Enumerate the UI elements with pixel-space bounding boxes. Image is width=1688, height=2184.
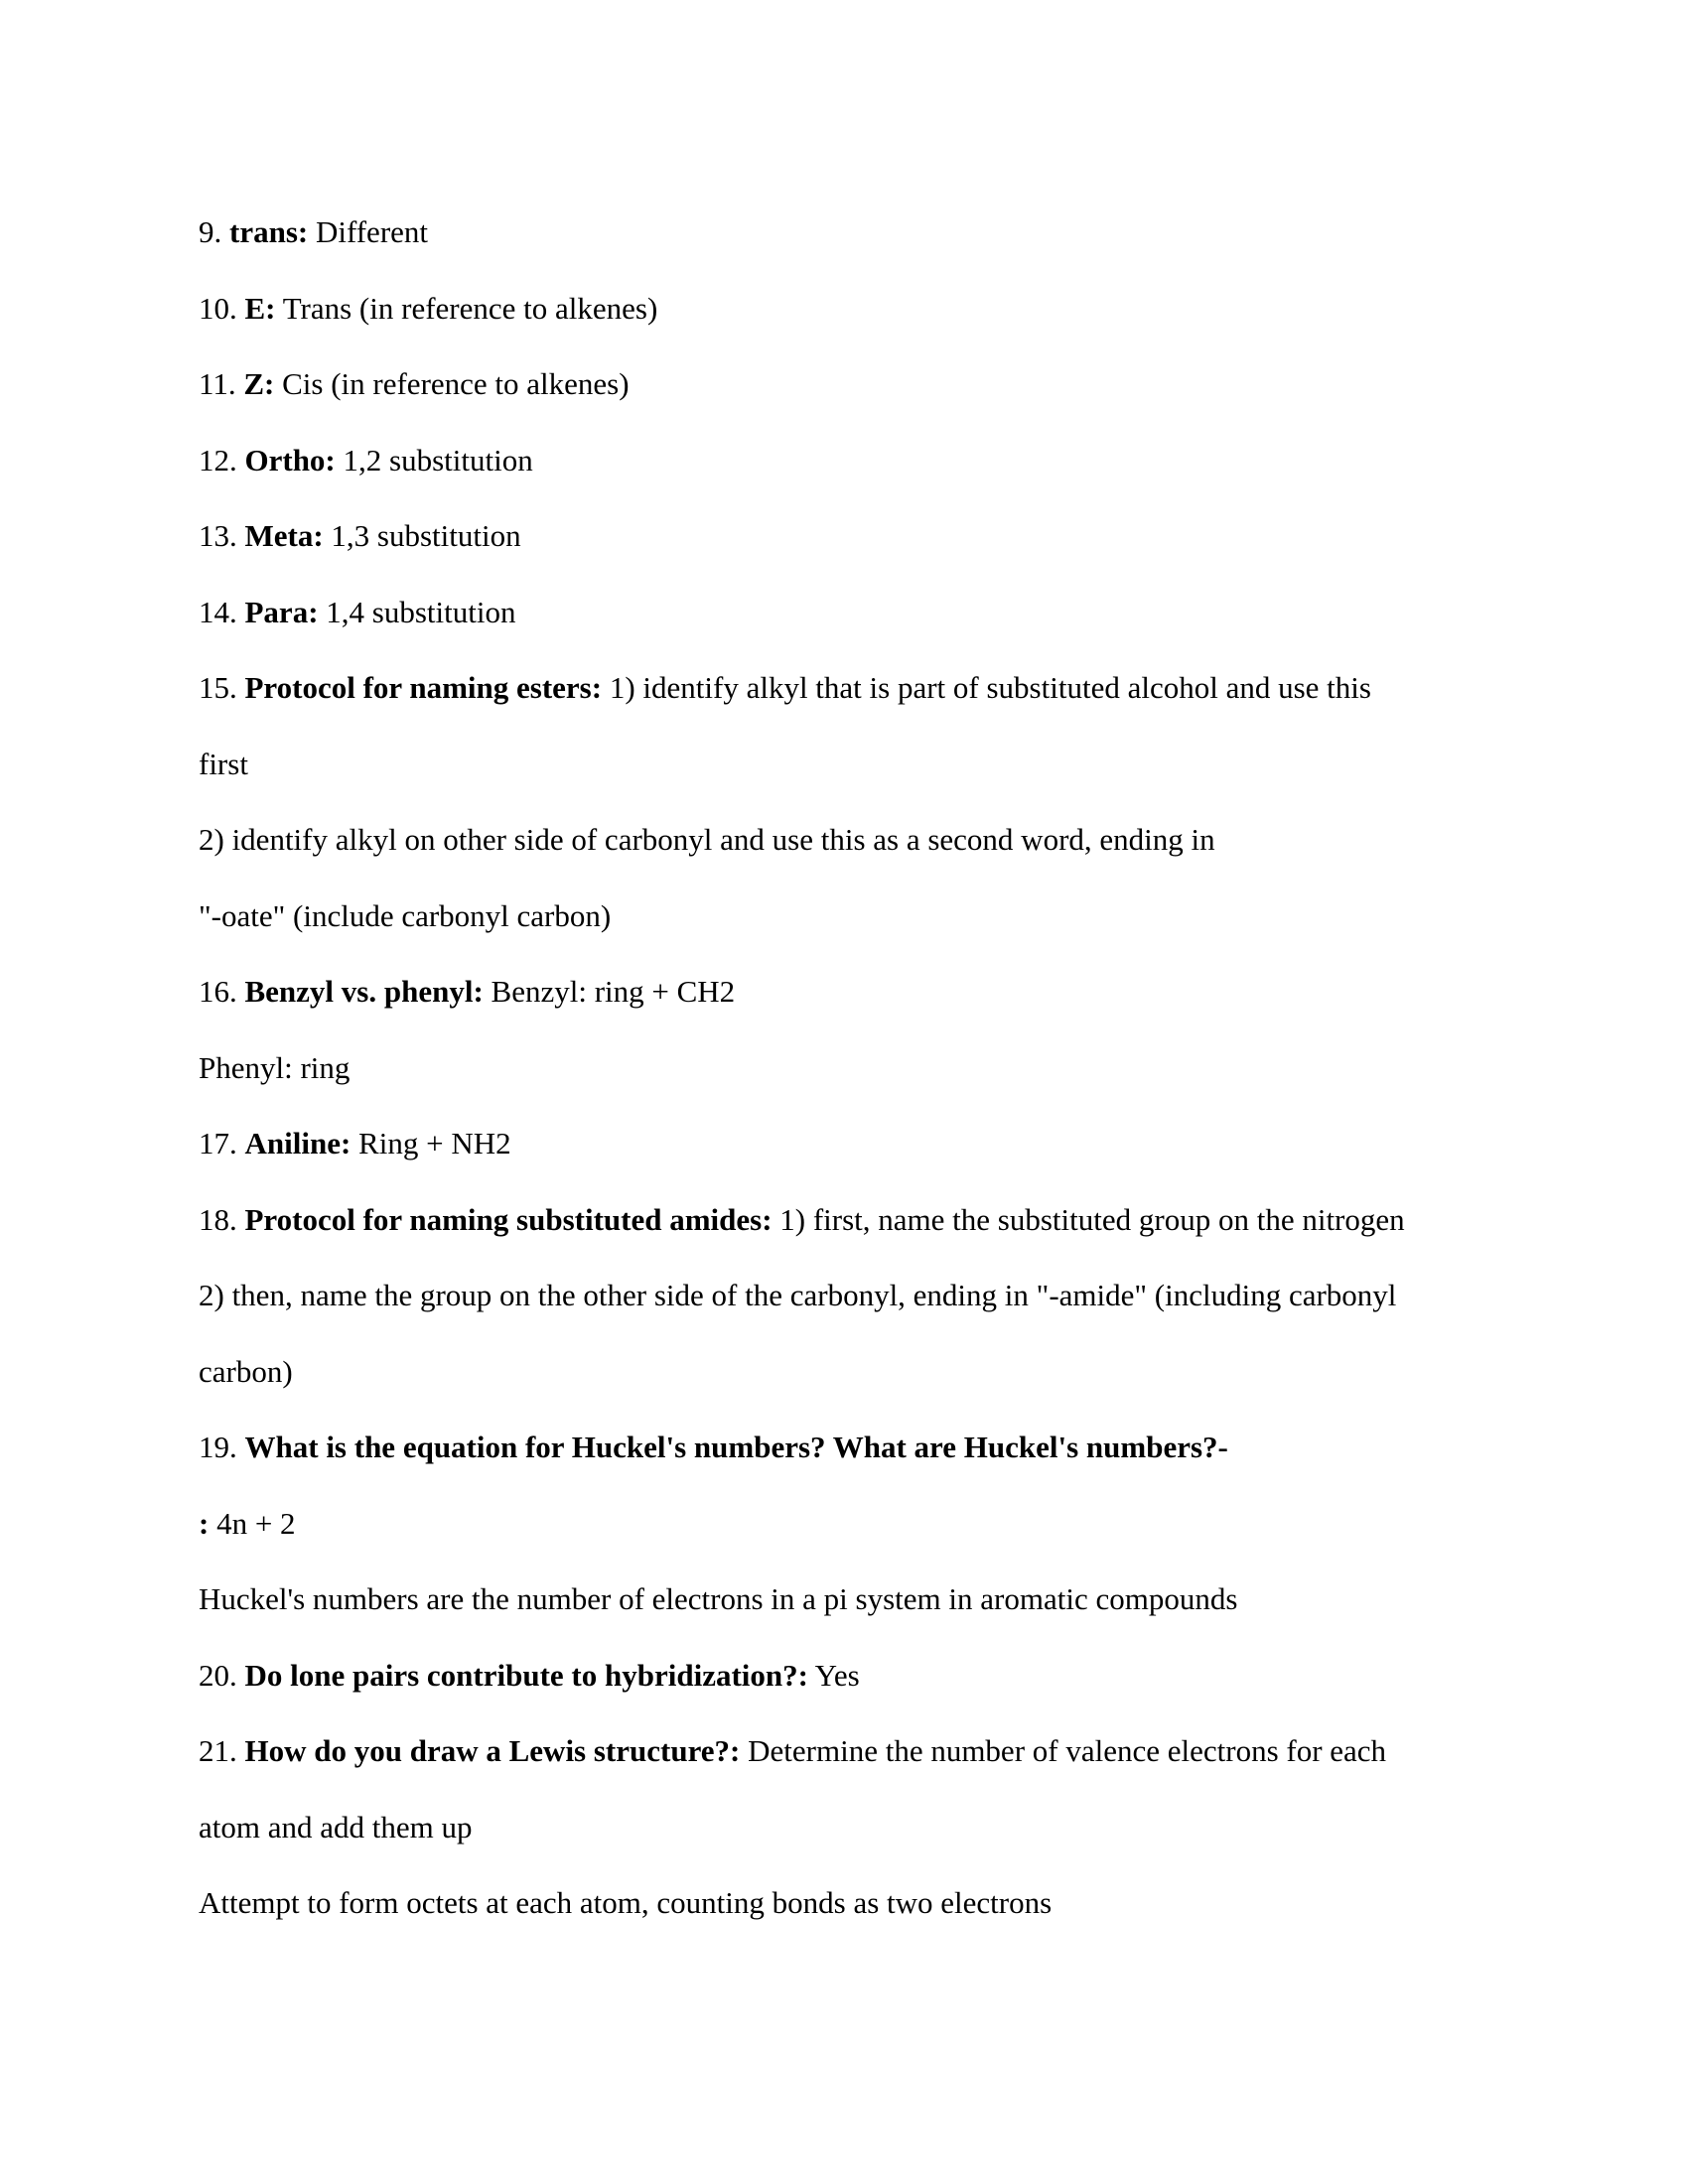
item-definition: Cis (in reference to alkenes) bbox=[274, 366, 630, 401]
item-definition: Trans (in reference to alkenes) bbox=[275, 290, 658, 326]
list-item bbox=[199, 1410, 1489, 1486]
item-number: 18. bbox=[199, 1201, 237, 1237]
item-number: 13. bbox=[199, 518, 237, 553]
item-number: 17. bbox=[199, 1126, 237, 1160]
item-term: Meta: bbox=[244, 518, 324, 553]
item-term: What is the equation for Huckel's numbers? What are Huckel's numbers?- bbox=[244, 1430, 1228, 1464]
item-term: trans: bbox=[229, 214, 309, 249]
list-item bbox=[199, 1182, 1489, 1259]
list-item bbox=[199, 423, 1489, 499]
item-number: 16. bbox=[199, 974, 237, 1009]
item-definition: 1) identify alkyl that is part of substituted alcohol and use this bbox=[602, 670, 1371, 705]
continuation-line: Phenyl: ring bbox=[199, 1049, 351, 1085]
item-definition: Yes bbox=[807, 1657, 860, 1693]
item-number: 9. bbox=[199, 214, 222, 249]
continuation-line: 2) identify alkyl on other side of carbonyl and use this as a second word, ending in bbox=[199, 822, 1215, 857]
continuation-line: atom and add them up bbox=[199, 1809, 473, 1844]
continuation-line: Attempt to form octets at each atom, counting bonds as two electrons bbox=[199, 1885, 1053, 1920]
list-item bbox=[199, 271, 1489, 347]
item-term: Protocol for naming substituted amides: bbox=[244, 1201, 773, 1237]
item-number: 15. bbox=[199, 670, 237, 705]
item-number: 20. bbox=[199, 1657, 237, 1693]
item-term: How do you draw a Lewis structure?: bbox=[244, 1733, 741, 1768]
item-definition: 4n + 2 bbox=[209, 1505, 296, 1541]
item-definition: Determine the number of valence electrons for each bbox=[740, 1733, 1387, 1768]
item-definition: 1,4 substitution bbox=[318, 594, 516, 629]
continuation-line: first bbox=[199, 746, 248, 781]
item-term: Ortho: bbox=[244, 442, 336, 478]
item-term: Aniline: bbox=[244, 1126, 352, 1160]
item-number: 19. bbox=[199, 1430, 237, 1464]
item-term: Z: bbox=[243, 366, 275, 401]
item-term: Do lone pairs contribute to hybridization?: bbox=[244, 1657, 808, 1693]
item-number: 14. bbox=[199, 594, 237, 629]
continuation-line: Huckel's numbers are the number of electrons in a pi system in aromatic compounds bbox=[199, 1581, 1238, 1616]
item-number: 10. bbox=[199, 290, 237, 326]
item-definition: 1,3 substitution bbox=[323, 518, 521, 553]
continuation-line: "-oate" (include carbonyl carbon) bbox=[199, 897, 612, 933]
item-term: E: bbox=[244, 290, 276, 326]
list-item bbox=[199, 1638, 1489, 1714]
item-definition: Ring + NH2 bbox=[351, 1126, 511, 1160]
list-item bbox=[199, 498, 1489, 575]
continuation-line: 2) then, name the group on the other side of the carbonyl, ending in "-amide" (including carbonyl bbox=[199, 1278, 1397, 1312]
list-item bbox=[199, 346, 1489, 423]
item-term: Para: bbox=[244, 594, 319, 629]
list-item bbox=[199, 1106, 1489, 1182]
item-number: 12. bbox=[199, 442, 237, 478]
list-item-answer bbox=[199, 1486, 1489, 1563]
item-number: 21. bbox=[199, 1733, 237, 1768]
document-page bbox=[199, 195, 1489, 1942]
continuation-line: carbon) bbox=[199, 1353, 293, 1389]
list-item bbox=[199, 1713, 1489, 1790]
item-term: Protocol for naming esters: bbox=[244, 670, 603, 705]
item-definition: 1) first, name the substituted group on the nitrogen bbox=[772, 1201, 1405, 1237]
item-definition: 1,2 substitution bbox=[335, 442, 533, 478]
item-term: Benzyl vs. phenyl: bbox=[244, 974, 484, 1009]
list-item bbox=[199, 650, 1489, 727]
list-item bbox=[199, 195, 1489, 271]
list-item bbox=[199, 575, 1489, 651]
item-number: 11. bbox=[199, 366, 236, 401]
item-definition: Different bbox=[308, 214, 429, 249]
item-term-suffix: : bbox=[199, 1505, 210, 1541]
item-definition: Benzyl: ring + CH2 bbox=[483, 974, 736, 1009]
list-item bbox=[199, 954, 1489, 1030]
